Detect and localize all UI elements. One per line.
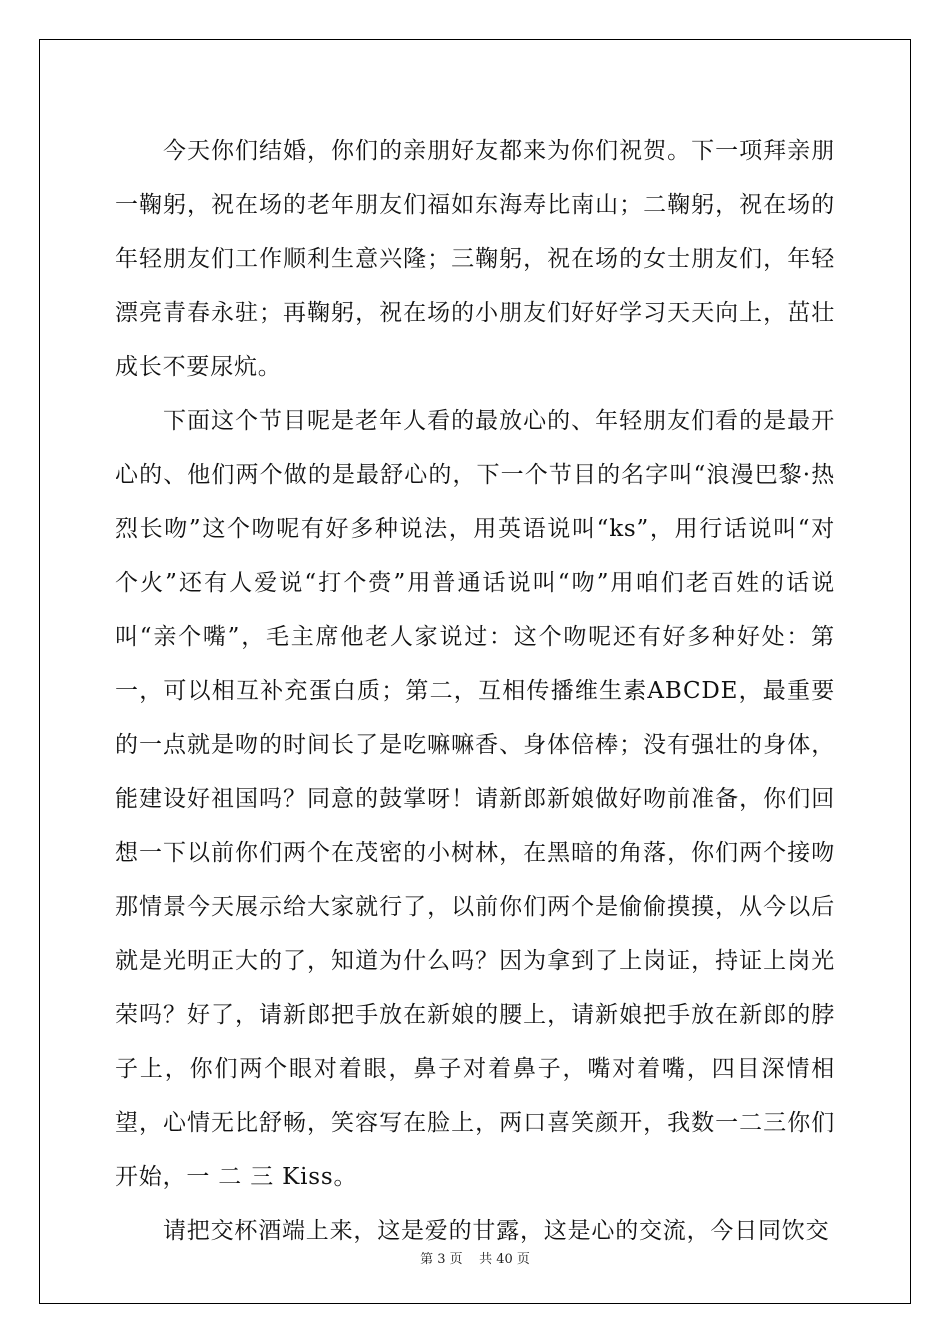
page-number-label: 第 3 页 共 40 页	[420, 1252, 530, 1267]
page-footer	[0, 1248, 950, 1267]
document-body	[115, 124, 835, 1258]
paragraph: 下面这个节目呢是老年人看的最放心的、年轻朋友们看的是最开心的、他们两个做的是最舒心的，下一个节目的名字叫“浪漫巴黎·热烈长吻”这个吻呢有好多种说法，用英语说叫“ks”，用行话说叫“对个火”还有人爱说“打个赍”用普通话说叫“吻”用咱们老百姓的话说叫“亲个嘴”，毛主席他老人家说过：这个吻呢还有好多种好处：第一，可以相互补充蛋白质；第二，互相传播维生素ABCDE，最重要的一点就是吻的时间长了是吃嘛嘛香、身体倍棒；没有强壮的身体，能建设好祖国吗？同意的鼓掌呀！请新郎新娘做好吻前准备，你们回想一下以前你们两个在茂密的小树林，在黑暗的角落，你们两个接吻那情景今天展示给大家就行了，以前你们两个是偷偷摸摸，从今以后就是光明正大的了，知道为什么吗？因为拿到了上岗证，持证上岗光荣吗？好了，请新郎把手放在新娘的腰上，请新娘把手放在新郎的脖子上，你们两个眼对着眼，鼻子对着鼻子，嘴对着嘴，四目深情相望，心情无比舒畅，笑容写在脸上，两口喜笑颜开，我数一二三你们开始，一 二 三 Kiss。	[115, 408, 835, 1190]
paragraph: 今天你们结婚，你们的亲朋好友都来为你们祝贺。下一项拜亲朋一鞠躬，祝在场的老年朋友们福如东海寿比南山；二鞠躬，祝在场的年轻朋友们工作顺利生意兴隆；三鞠躬，祝在场的女士朋友们，年轻漂亮青春永驻；再鞠躬，祝在场的小朋友们好好学习天天向上，茁壮成长不要尿炕。	[115, 138, 835, 380]
paragraph: 请把交杯酒端上来，这是爱的甘露，这是心的交流，今日同饮交	[163, 1218, 830, 1244]
